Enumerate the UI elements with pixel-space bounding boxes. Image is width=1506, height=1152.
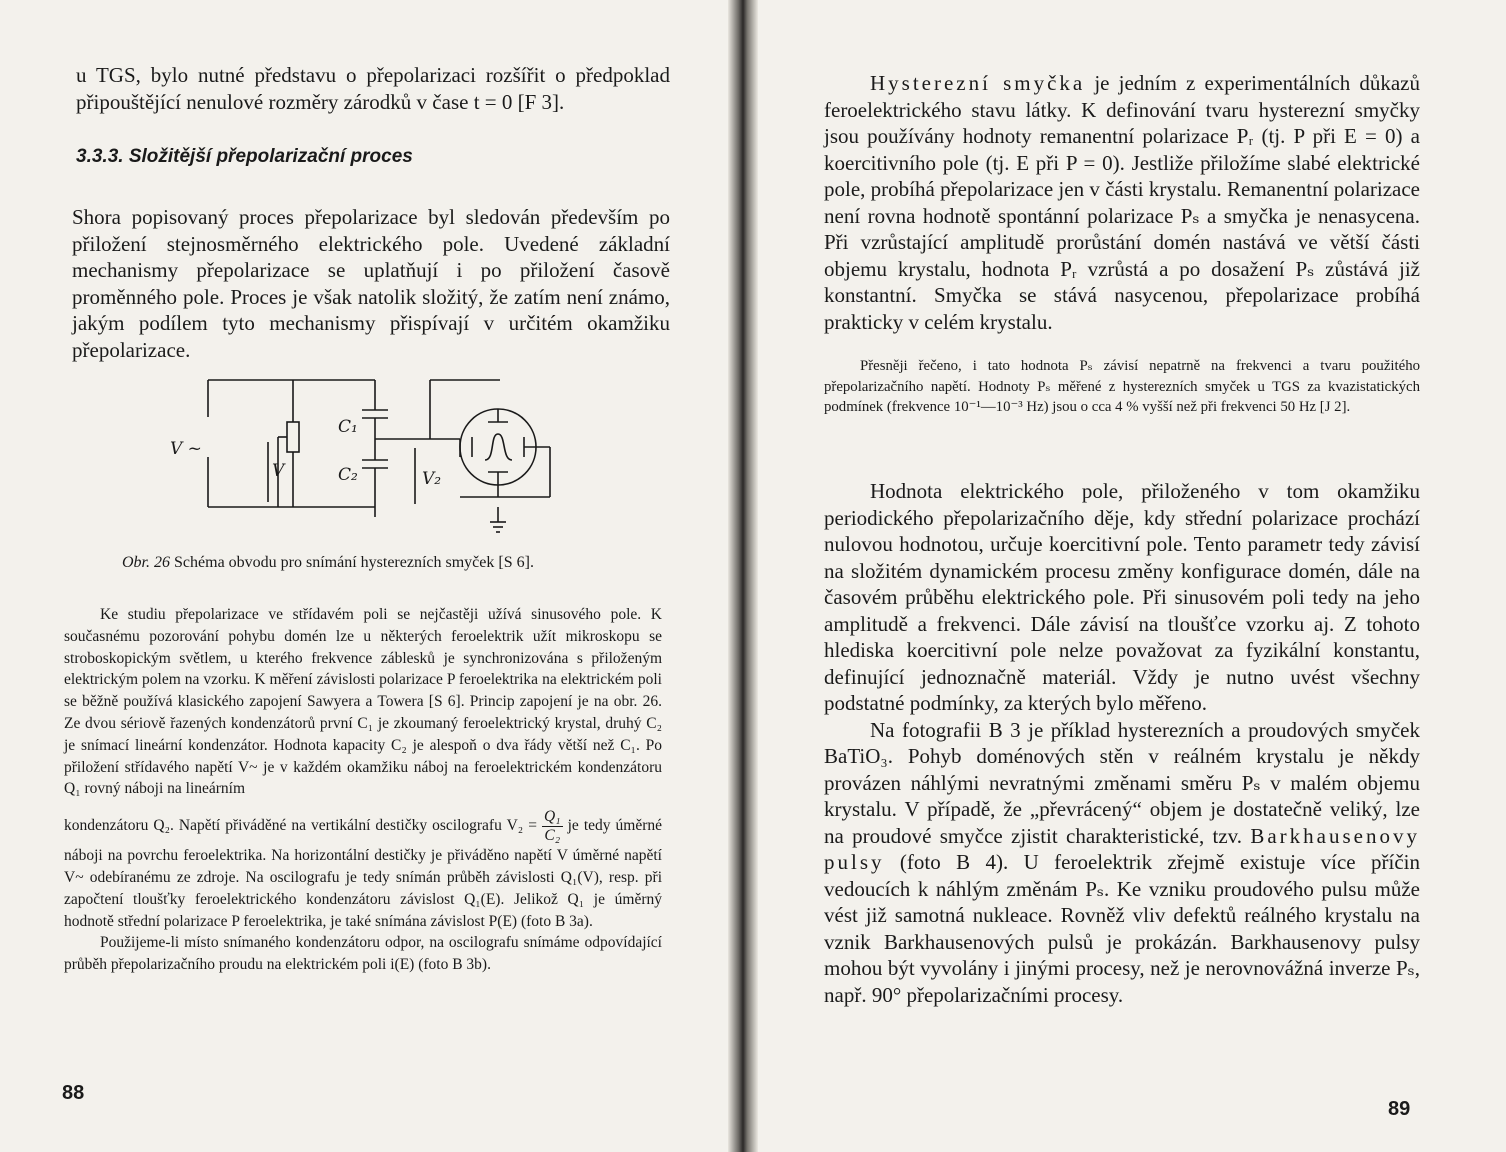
figure-caption (122, 554, 682, 572)
formula-numerator: Q₁ (543, 808, 561, 826)
right-para-3-text (824, 717, 1420, 1009)
circuit-svg (150, 372, 570, 562)
right-page (758, 0, 1506, 1152)
left-para-1 (76, 62, 670, 115)
right-para-1 (824, 70, 1420, 335)
page-number-right: 89 (1388, 1098, 1411, 1120)
right-para-2-text: Hodnota elektrického pole, přiloženého v tom okamžiku periodického přepolarizačního děje, kdy střední polarizace prochází nulovou hodnotou, určuje koercitivní pole. Tento parametr tedy závisí na složitém dynamickém procesu změny konfigurace domén, dále na časovém průběhu elektrického pole. Při sinusovém poli tedy na jeho amplitudě a frekvenci. Dále závisí na tloušťce vzorku aj. Z tohoto hlediska koercitivní pole nelze považovat za fyzikální konstantu, definující jednoznačně materiál. Vždy je nutno uvést všechny podstatné podmínky, za kterých bylo měřeno. (824, 479, 1420, 715)
left-para-2 (72, 204, 670, 363)
circuit-diagram (150, 372, 570, 562)
right-para-2 (824, 478, 1420, 1008)
small-para-2-post: je tedy úměrné náboji na povrchu feroelektrika. Na horizontální destičky je přiváděno napětí V úměrné napětí V~ odebíranému ze zdroje. Na oscilografu je tedy snímán průběh závislosti Q₁(V), resp. při započtení tloušťky feroelektrického kondenzátoru závislost Q₁(E). Jelikož Q₁ je úměrný hodnotě střední polarizace P feroelektrika, je také snímána závislost P(E) (foto B 3a). (64, 817, 663, 930)
term-hysteresis-loop: Hysterezní smyčka (870, 71, 1086, 95)
left-small-block (64, 604, 662, 976)
small-para-3: Použijeme-li místo snímaného kondenzátoru odpor, na oscilografu snímáme odpovídající průběh přepolarizačního proudu na elektrickém poli i(E) (foto B 3b). (64, 934, 662, 974)
section-heading: 3.3.3. Složitější přepolarizační proces (76, 146, 413, 167)
right-para-3-pre: Na fotografii B 3 je příklad hysterezních a proudových smyček BaTiO₃. Pohyb doménových stěn v reálném krystalu je někdy provázen náhlými nevratnými změnami směru Pₛ v malém objemu krystalu. V případě, že „převrácený“ objem je dostatečně veliký, lze na proudové smyčce zjistit charakteristické, tzv. (824, 717, 1420, 848)
right-para-3-post: (foto B 4). U feroelektrik zřejmě existuje více příčin vedoucích k náhlým změnám Pₛ. Ke vzniku proudového pulsu může vést již samotná nukleace. Rovněž vliv defektů reálného krystalu na vznik Barkhausenových pulsů je prokázán. Barkhausenovy pulsy mohou být vyvolány i jinými procesy, než je nerovnovážná inverze Pₛ, např. 90° přepolarizačními procesy. (824, 850, 1420, 1007)
label-v-source: V ~ (170, 439, 202, 459)
formula-v2 (542, 808, 563, 845)
right-para-1-text (824, 70, 1420, 335)
small-para-2-pre: kondenzátoru Q₂. Napětí přiváděné na vertikální destičky oscilografu V₂ = (64, 817, 537, 835)
label-v: V (272, 461, 285, 481)
left-para-1-text: u TGS, bylo nutné představu o přepolarizaci rozšířit o předpoklad připouštějící nenulové rozměry zárodků v čase t = 0 [F 3]. (76, 63, 670, 114)
caption-text: Schéma obvodu pro snímání hysterezních smyček [S 6]. (170, 554, 534, 571)
right-para-1-rest: je jedním z experimentálních důkazů feroelektrického stavu látky. K definování tvaru hysterezní smyčky jsou používány hodnoty remanentní polarizace Pᵣ (tj. P při E = 0) a koercitivního pole (tj. E při P = 0). Jestliže přiložíme slabé elektrické pole, probíhá přepolarizace jen v části krystalu. Remanentní polarizace není rovna hodnotě spontánní polarizace Pₛ a smyčka je nenasycena. Při vzrůstající amplitudě prorůstání domén nastává ve větší části objemu krystalu, hodnota Pᵣ vzrůstá a po dosažení Pₛ zůstává již konstantní. Smyčka se stává nasycenou, přepolarizace probíhá prakticky v celém krystalu. (824, 71, 1420, 334)
right-note (824, 356, 1420, 418)
label-c1: C₁ (338, 417, 358, 437)
small-para-1: Ke studiu přepolarizace ve střídavém poli se nejčastěji užívá sinusového pole. K současnému pozorování pohybu domén lze u některých feroelektrik užít mikroskopu se stroboskopickým světlem, u kterého frekvence záblesků je synchronizována s přiloženým elektrickým polem na vzorku. K měření závislosti polarizace P feroelektrika na elektrickém poli se běžně používá klasického zapojení Sawyera a Towera [S 6]. Princip zapojení je na obr. 26. Ze dvou sériově řazených kondenzátorů první C₁ je zkoumaný feroelektrický krystal, druhý C₂ je snímací lineární kondenzátor. Hodnota kapacity C₂ je alespoň o dva řády větší než C₁. Po přiložení střídavého napětí V~ je v každém okamžiku náboj na feroelektrickém kondenzátoru Q₁ rovný náboji na lineárním (64, 606, 662, 798)
potentiometer (287, 422, 299, 452)
hysteresis-curve (485, 434, 512, 460)
left-page (0, 0, 728, 1152)
label-v2: V₂ (422, 469, 442, 489)
page-number-left: 88 (62, 1082, 85, 1104)
book-gutter (728, 0, 758, 1152)
right-note-text: Přesněji řečeno, i tato hodnota Pₛ závisí nepatrně na frekvenci a tvaru použitého přepolarizačního napětí. Hodnoty Pₛ měřené z hysterezních smyček u TGS za kvazistatických podmínek (frekvence 10⁻¹—10⁻³ Hz) jsou o cca 4 % vyšší než při frekvenci 50 Hz [J 2]. (824, 358, 1420, 415)
small-para-2 (64, 808, 662, 932)
caption-label: Obr. 26 (122, 554, 171, 571)
label-c2: C₂ (338, 465, 358, 485)
formula-denominator: C₂ (544, 827, 561, 845)
term-barkhausen-pulses: Barkhausenovy pulsy (824, 823, 1420, 874)
left-para-2-text: Shora popisovaný proces přepolarizace byl sledován především po přiložení stejnosměrného elektrického pole. Uvedené základní mechanismy přepolarizace se uplatňují i po přiložení časově proměnného pole. Proces je však natolik složitý, že zatím není známo, jakým podílem tyto mechanismy přispívají v určitém okamžiku přepolarizace. (72, 205, 670, 362)
